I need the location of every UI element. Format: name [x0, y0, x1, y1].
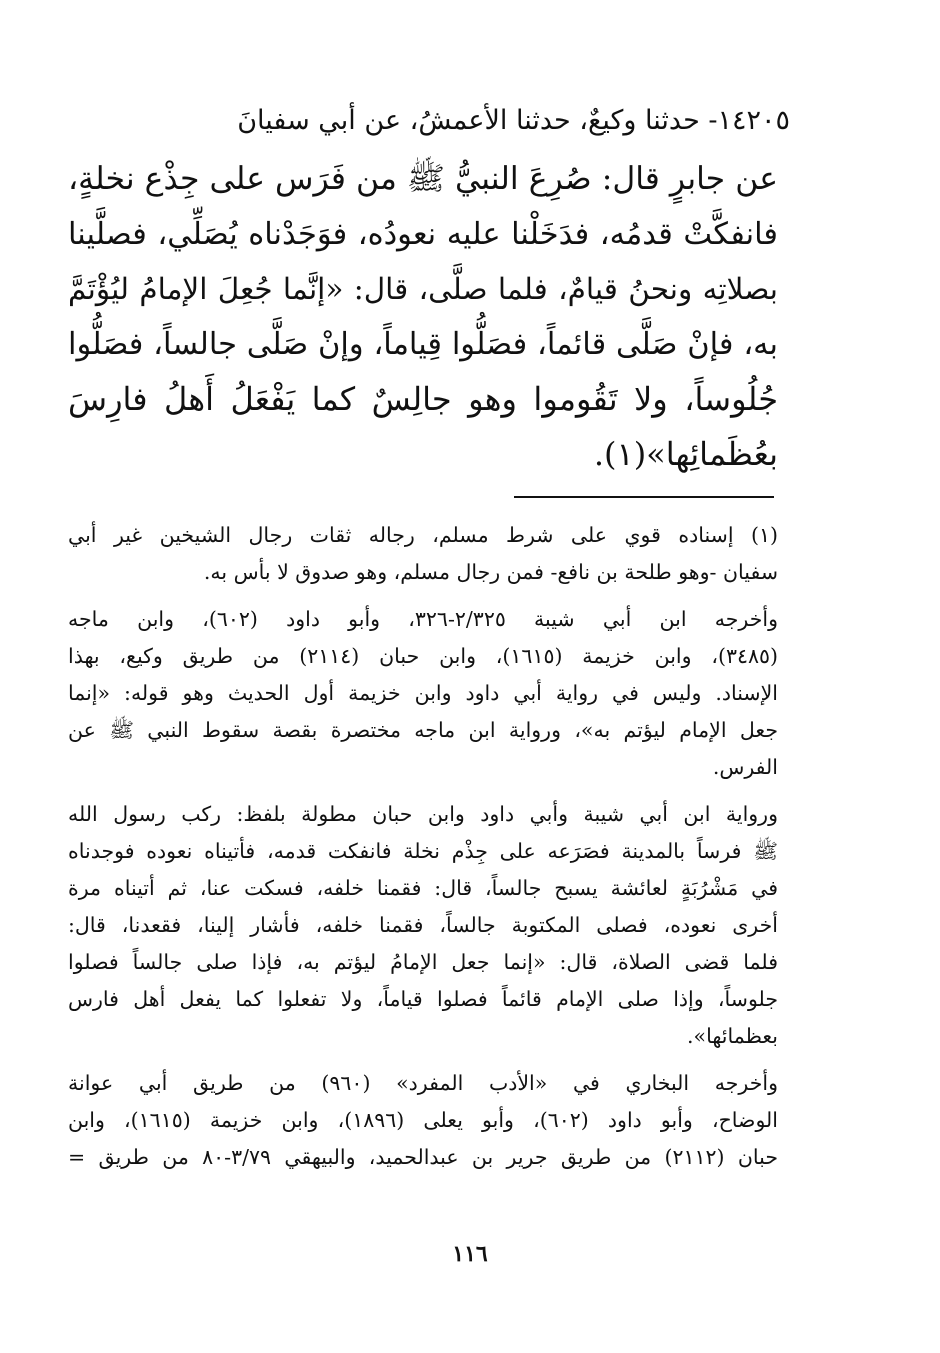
page-number: ١١٦ [452, 1241, 488, 1267]
footnote-line: (٣٤٨٥)، وابن خزيمة (١٦١٥)، وابن حبان (٢١١٤) من طريق وكيع، بهذا [68, 644, 778, 668]
footnote-line: الإسناد. وليس في رواية أبي داود وابن خزيمة أول الحديث وهو قوله: «إنما [68, 681, 778, 705]
footnote-line: (١) إسناده قوي على شرط مسلم، رجاله ثقات رجال الشيخين غير أبي [68, 523, 778, 547]
footnote-paragraph [68, 601, 778, 786]
footnote-line: وأخرجه البخاري في «الأدب المفرد» (٩٦٠) من طريق أبي عوانة [68, 1071, 778, 1095]
footnote-line: وأخرجه ابن أبي شيبة ٢/٣٢٥-٣٢٦، وأبو داود (٦٠٢)، وابن ماجه [68, 607, 778, 631]
footnote-line: الفرس. [712, 755, 778, 779]
hadith-line: جُلُوساً، ولا تَقُوموا وهو جالِسٌ كما يَفْعَلُ أَهلُ فارِسَ [68, 380, 778, 418]
footnote-line: أخرى نعوده، فصلى المكتوبة جالساً، فقمنا خلفه، فأشار إلينا، فقعدنا، قال: [68, 913, 778, 937]
footnote-line: الوضاح، وأبو داود (٦٠٢)، وأبو يعلى (١٨٩٦)، وابن خزيمة (١٦١٥)، وابن [68, 1108, 778, 1132]
footnote-line: سفيان -وهو طلحة بن نافع- فمن رجال مسلم، وهو صدوق لا بأس به. [203, 560, 778, 584]
hadith-line: به، فإنْ صَلَّى قائماً، فصَلُّوا قِياماً، وإنْ صَلَّى جالساً، فصَلُّوا [68, 327, 778, 362]
footnote-line: جلوساً، وإذا صلى الإمام قائماً فصلوا قياماً، ولا تفعلوا كما يفعل أهل فارس [68, 987, 778, 1011]
footnote-line: جعل الإمام ليؤتم به»، ورواية ابن ماجه مختصرة بقصة سقوط النبي ﷺ عن [68, 718, 778, 742]
footnote-line: حبان (٢١١٢) من طريق جرير بن عبدالحميد، والبيهقي ٣/٧٩-٨٠ من طريق = [68, 1145, 778, 1169]
footnote-separator [514, 496, 774, 498]
footnote-line: في مَشْرُبَةٍ لعائشة يسبح جالساً، قال: فقمنا خلفه، فسكت عنا، ثم أتيناه مرة [68, 876, 778, 900]
footnote-line: ورواية ابن أبي شيبة وأبي داود وابن حبان مطولة بلفظ: ركب رسول الله [68, 802, 778, 826]
hadith-line: فانفكَّتْ قدمُه، فدَخَلْنا عليه نعودُه، فوَجَدْناه يُصَلِّي، فصلَّينا [68, 217, 778, 252]
footnote-line: ﷺ فرساً بالمدينة فصَرَعه على جِذْم نخلة فانفكت قدمه، فأتيناه نعوده فوجدناه [68, 839, 778, 863]
footnote-line: بعظمائها». [687, 1024, 778, 1048]
hadith-text [68, 152, 778, 482]
hadith-line: عن جابرٍ قال: صُرِعَ النبيُّ ﷺ من فَرَس على جِذْع نخلةٍ، [68, 161, 778, 197]
footnotes [68, 517, 778, 1186]
hadith-line: بصلاتِه ونحنُ قيامٌ، فلما صلَّى، قال: «إنَّما جُعِلَ الإمامُ ليُؤْتَمَّ [68, 272, 778, 306]
footnote-line: فلما قضى الصلاة، قال: «إنما جعل الإمامُ ليؤتم به، فإذا صلى جالساً فصلوا [68, 950, 778, 974]
hadith-header: ١٤٢٠٥- حدثنا وكيعٌ، حدثنا الأعمشُ، عن أبي سفيانَ [237, 105, 790, 136]
footnote-paragraph [68, 517, 778, 591]
footnote-paragraph [68, 796, 778, 1055]
footnote-paragraph [68, 1065, 778, 1176]
hadith-line: بعُظَمائِها»(١). [593, 435, 778, 473]
